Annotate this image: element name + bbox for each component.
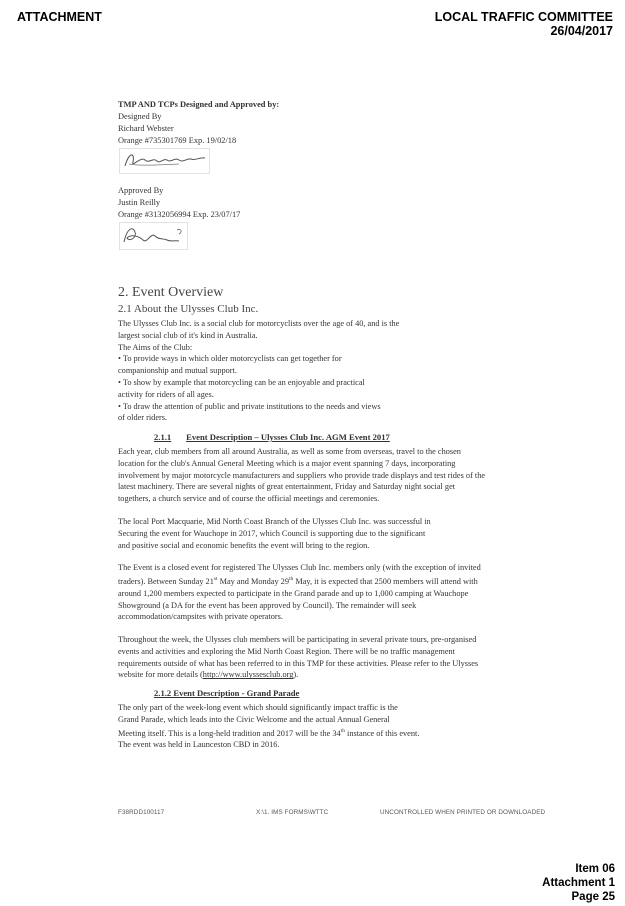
body-line: The event was held in Launceston CBD in 2016. <box>118 740 280 750</box>
heading-number: 2.1.1 <box>154 432 172 443</box>
designer-name: Richard Webster <box>118 124 174 133</box>
body-line: Securing the event for Wauchope in 2017, which Council is supporting due to the significant <box>118 528 426 538</box>
body-line: Showground (a DA for the event has been approved by Council). The remainder will seek <box>118 600 417 610</box>
body-line: The only part of the week-long event which should significantly impact traffic is the <box>118 703 398 713</box>
body-line: events and activities and exploring the Mid North Coast Region. There will be no traffic management <box>118 646 456 656</box>
body-line: latest machinery. There are several nights of great entertainment, Friday and Saturday night social get <box>118 482 456 492</box>
item-reference-block <box>542 862 615 904</box>
body-line: requirements outside of what has been referred to in this TMP for these activities. Please refer to the Ulysses <box>118 658 479 668</box>
header-committee-name: LOCAL TRAFFIC COMMITTEE <box>434 10 613 24</box>
approver-name: Justin Reilly <box>118 198 161 207</box>
approved-by-label: Approved By <box>118 186 164 195</box>
footer-path: X:\1. IMS FORMS\WTTC <box>256 809 329 816</box>
footer-doc-code: F38RDD100117 <box>118 809 165 816</box>
designed-by-label: Designed By <box>118 112 162 121</box>
grand-parade-heading: 2.1.2 Event Description - Grand Parade <box>154 688 300 699</box>
heading-title: Event Description – Ulysses Club Inc. AGM Event 2017 <box>186 432 390 443</box>
designer-licence: Orange #735301769 Exp. 19/02/18 <box>118 136 237 145</box>
body-line: The Ulysses Club Inc. is a social club for motorcyclists over the age of 40, and is the <box>118 319 400 328</box>
aim-item: of older riders. <box>118 413 168 423</box>
aim-item: • To provide ways in which older motorcyclists can get together for <box>118 354 342 364</box>
body-line: Throughout the week, the Ulysses club members will be participating in several private tours, pre-organised <box>118 635 477 645</box>
body-line: Meeting itself. This is a long-held tradition and 2017 will be the 34th instance of this event. <box>118 727 420 738</box>
item-number: Item 06 <box>575 863 615 875</box>
ulysses-website-link[interactable]: http://www.ulyssesclub.org <box>202 670 294 680</box>
section-heading: 2. Event Overview <box>118 285 224 300</box>
body-line: involvement by major motorcycle manufacturers and suppliers who provide trade displays and test rides of the <box>118 470 486 480</box>
body-line: and positive social and economic benefits the event will bring to the region. <box>118 540 370 550</box>
body-line: website for more details (http://www.ulyssesclub.org). <box>118 670 299 680</box>
body-line: largest social club of it's kind in Australia. <box>118 330 258 340</box>
aim-item: • To draw the attention of public and private institutions to the needs and views <box>118 401 381 411</box>
approver-licence: Orange #3132056994 Exp. 23/07/17 <box>118 210 241 219</box>
header-date: 26/04/2017 <box>550 24 613 38</box>
body-line: Grand Parade, which leads into the Civic Welcome and the actual Annual General <box>118 714 390 724</box>
aim-item: activity for riders of all ages. <box>118 389 214 399</box>
subsection-heading: 2.1 About the Ulysses Club Inc. <box>118 303 259 315</box>
header-attachment-label: ATTACHMENT <box>17 10 102 24</box>
body-line: location for the club's Annual General Meeting which is a major event spanning 7 days, incorporating <box>118 458 456 468</box>
aim-item: • To show by example that motorcycling can be an enjoyable and practical <box>118 377 365 387</box>
body-line: traders). Between Sunday 21st May and Monday 29th May, it is expected that 2500 members will attend with <box>118 576 478 586</box>
page-number: Page 25 <box>571 891 615 903</box>
footer-notice: UNCONTROLLED WHEN PRINTED OR DOWNLOADED <box>380 809 546 816</box>
attachment-number: Attachment 1 <box>542 877 615 889</box>
body-line: The Event is a closed event for registered The Ulysses Club Inc. members only (with the exception of invited <box>118 563 481 573</box>
aims-label: The Aims of the Club: <box>118 342 193 352</box>
event-description-heading <box>154 432 573 444</box>
body-line: accommodation/campsites with private operators. <box>118 612 283 622</box>
event-overview-section <box>118 284 573 751</box>
body-line: around 1,200 members expected to participate in the Grand parade and up to 1,000 camping at Wauchope <box>118 588 469 598</box>
body-line: Each year, club members from all around Australia, as well as some from overseas, travel to the chosen <box>118 446 461 456</box>
designer-signature <box>119 148 209 175</box>
body-line: The local Port Macquarie, Mid North Coast Branch of the Ulysses Club Inc. was successful in <box>118 516 431 526</box>
approver-signature <box>119 222 209 250</box>
body-line: togethers, a church service and of course the official meetings and ceremonies. <box>118 494 380 504</box>
approvals-block <box>118 99 573 260</box>
header-committee-block <box>435 10 613 38</box>
aim-item: companionship and mutual support. <box>118 366 237 376</box>
approvals-title: TMP AND TCPs Designed and Approved by: <box>118 100 280 109</box>
